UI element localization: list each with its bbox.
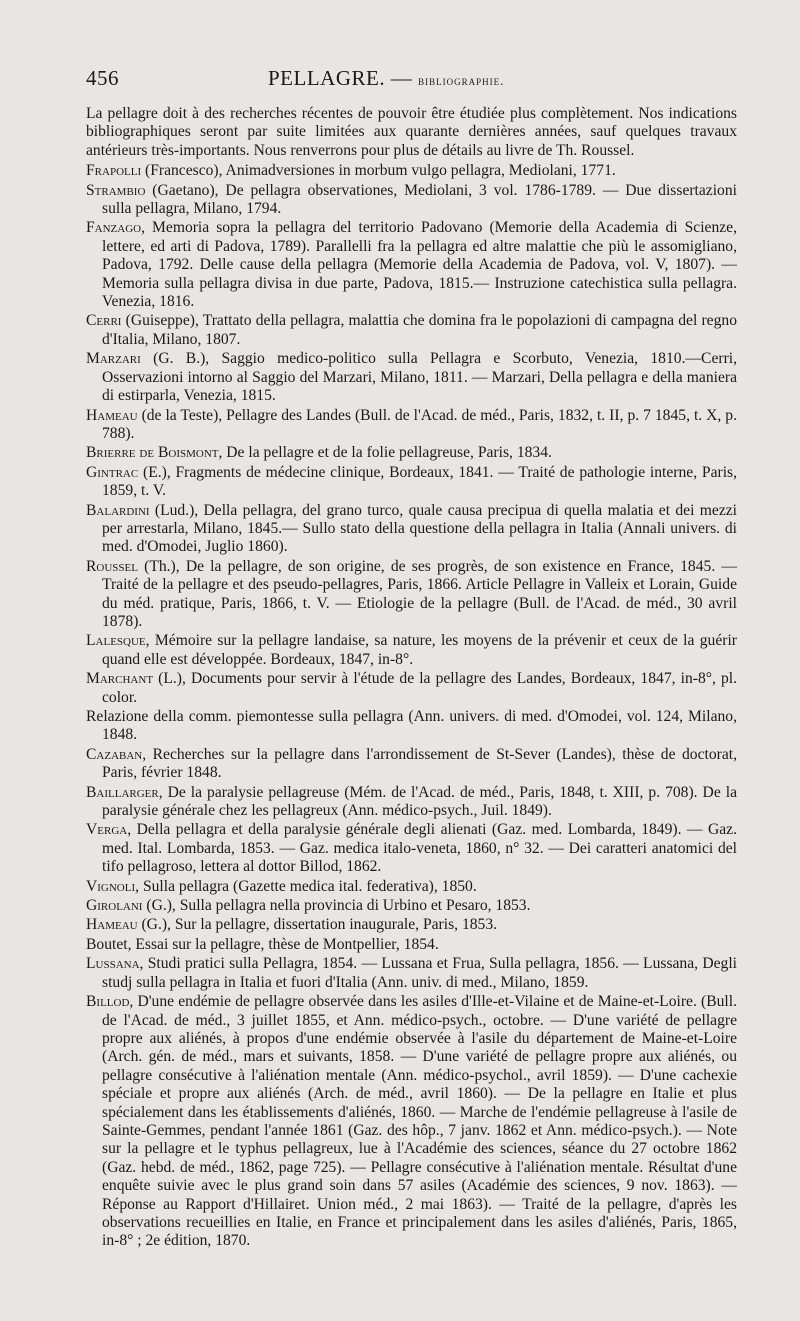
entry-text: Relazione della comm. piemontesse sulla pellagra (Ann. univers. di med. d'Omodei, vol. 124, Milano, 1848. (86, 708, 737, 744)
bibliography-entry (86, 464, 737, 501)
bibliography-entry (86, 670, 737, 707)
bibliography-entry (86, 444, 737, 462)
entry-author: Brierre de Boismont (86, 444, 219, 462)
entry-author: Frapolli (86, 162, 142, 180)
entry-author: Billod (86, 993, 130, 1011)
bibliography-entry (86, 746, 737, 783)
bibliography-entry (86, 502, 737, 557)
entry-author: Hameau (86, 916, 138, 934)
bibliography-entry (86, 558, 737, 632)
bibliography-entry (86, 897, 737, 915)
bibliography-entry (86, 162, 737, 180)
entry-author: Cazaban (86, 745, 143, 763)
entry-text: Boutet, Essai sur la pellagre, thèse de Montpellier, 1854. (86, 935, 439, 953)
bibliography-entry (86, 708, 737, 745)
entry-author: Fanzago (86, 219, 142, 237)
bibliography-entry (86, 312, 737, 349)
entry-text: , D'une endémie de pellagre observée dans les asiles d'Ille-et-Vilaine et de Maine-et-Loire. (Bull. de l'Acad. de méd., 3 juillet 1855, et Ann. médico-psych., octobre. — D'une variété de pellagre propre aux aliénés, à propos d'une endémie observée à l'asile du département de Maine-et-Loire (Arch. gén. de méd., mars et suivants, 1858. — D'une variété de pellagre propre aux aliénés, ou pellagre consécutive à l'aliénation mentale (Ann. médico-psychol., avril 1859). — D'une cachexie spéciale et propre aux aliénés (Arch. de méd., avril 1860). — De la pellagre en Italie et plus spécialement dans les établissements d'aliénés, 1860. — Marche de l'endémie pellagreuse à l'asile de Sainte-Gemmes, pendant l'année 1861 (Gaz. des hôp., 7 janv. 1862 et Ann. médico-psych.). — Note sur la pellagre et le typhus pellagreux, lue à l'Académie des sciences, séance du 27 octobre 1862 (Gaz. hebd. de méd., 1862, page 725). — Pellagre consécutive à l'aliénation mentale. Résultat d'une enquête suivie avec le plus grand soin dans 57 asiles (Académie des sciences, 9 nov. 1863). — Réponse au Rapport d'Hillairet. Union méd., 2 mai 1863). — Traité de la pellagre, d'après les observations recueillies en Italie, en France et principalement dans les asiles d'aliénés, Paris, 1865, in-8° ; 2e édition, 1870. (102, 993, 737, 1250)
bibliography-entry (86, 784, 737, 821)
running-title-sub: bibliographie. (418, 73, 505, 88)
bibliography-entry (86, 936, 737, 954)
intro-paragraph: La pellagre doit à des recherches récentes de pouvoir être étudiée plus complètement. Nos indications bibliographiques seront par suite limitées aux quarante dernières années, sauf quelques travaux antérieurs très-importants. Nous renverrons pour plus de détails au livre de Th. Roussel. (86, 105, 737, 159)
entry-author: Marzari (86, 350, 141, 368)
entry-author: Baillarger (86, 783, 159, 801)
entry-text: (G.), Sulla pellagra nella provincia di Urbino et Pesaro, 1853. (142, 897, 531, 915)
bibliography-entry (86, 350, 737, 405)
page-number: 456 (86, 66, 119, 90)
running-title (268, 66, 504, 91)
entry-text: , Recherches sur la pellagre dans l'arrondissement de St-Sever (Landes), thèse de doctorat, Paris, février 1848. (102, 745, 737, 782)
entry-text: , Studi pratici sulla Pellagra, 1854. — Lussana et Frua, Sulla pellagra, 1856. — Lussana, Degli studj sulla pellagra in Italia et fuori d'Italia (Ann. univ. di med., Milano, 1859. (102, 955, 737, 991)
entry-author: Marchant (86, 670, 154, 688)
entry-author: Balardini (86, 501, 150, 519)
entry-text: (Gaetano), De pellagra observationes, Mediolani, 3 vol. 1786-1789. — Due dissertazioni sulla pellagra, Milano, 1794. (102, 181, 737, 218)
bibliography-entry (86, 632, 737, 669)
entry-text: (G.), Sur la pellagre, dissertation inaugurale, Paris, 1853. (137, 916, 498, 934)
entry-text: (Th.), De la pellagre, de son origine, de ses progrès, de son existence en France, 1845. — Traité de la pellagre et des pseudo-pellagres, Paris, 1866. Article Pellagre in Valleix et Lorain, Guide du méd. pratique, Paris, 1866, t. V. — Etiologie de la pellagre (Bull. de l'Acad. de méd., 30 avril 1878). (102, 557, 737, 630)
entry-author: Verga (86, 821, 128, 839)
bibliography-entry (86, 916, 737, 934)
entry-text: (Guiseppe), Trattato della pellagra, malattia che domina fra le popolazioni di campagna del regno d'Italia, Milano, 1807. (102, 312, 737, 348)
entry-author: Strambio (86, 181, 146, 199)
entry-text: (Francesco), Animadversiones in morbum vulgo pellagra, Mediolani, 1771. (141, 162, 616, 180)
bibliography-entry (86, 878, 737, 896)
bibliography-entry (86, 821, 737, 876)
running-header (86, 66, 737, 102)
entry-author: Hameau (86, 406, 138, 424)
bibliography-entry (86, 219, 737, 311)
entry-text: , Della pellagra et della paralysie générale degli alienati (Gaz. med. Lombarda, 1849). — Gaz. med. Ital. Lombarda, 1853. — Gaz. medica italo-veneta, 1860, n° 32. — Dei caratteri anatomici del tifo pellagroso, lettera al dottor Billod, 1862. (102, 821, 737, 876)
bibliography-body (86, 105, 737, 1251)
bibliography-entry (86, 182, 737, 219)
entry-text: (G. B.), Saggio medico-politico sulla Pellagra e Scorbuto, Venezia, 1810.—Cerri, Osservazioni intorno al Saggio del Marzari, Milano, 1811. — Marzari, Della pellagra e della maniera di estirparla, Venezia, 1815. (102, 350, 737, 405)
entry-author: Lussana (86, 955, 140, 973)
bibliography-entry (86, 407, 737, 444)
entry-author: Lalesque (86, 632, 146, 650)
running-title-main: PELLAGRE. — (268, 66, 413, 90)
entry-author: Vignoli (86, 877, 136, 895)
entry-author: Gintrac (86, 463, 139, 481)
entry-text: (de la Teste), Pellagre des Landes (Bull. de l'Acad. de méd., Paris, 1832, t. II, p. 7 1845, t. X, p. 788). (102, 406, 737, 442)
entry-author: Girolani (86, 897, 143, 915)
entry-text: , De la paralysie pellagreuse (Mém. de l'Acad. de méd., Paris, 1848, t. XIII, p. 708). De la paralysie générale chez les pellagreux (Ann. médico-psych., Juil. 1849). (102, 783, 737, 820)
entry-text: , Sulla pellagra (Gazette medica ital. federativa), 1850. (135, 877, 477, 895)
entry-text: , Memoria sopra la pellagra del territorio Padovano (Memorie della Academia di Scienze, lettere, ed arti di Padova, 1789). Parallelli fra la pellagra ed altre malattie che più le assomigliano, Padova, 1792. Delle cause della pellagra (Memorie della Academia de Padova, vol. V, 1807). — Memoria sulla pellagra divisa in due parte, Padova, 1815.— Instruzione catechistica sulla pellagra. Venezia, 1816. (102, 219, 737, 311)
entry-text: (L.), Documents pour servir à l'étude de la pellagre des Landes, Bordeaux, 1847, in-8°, pl. color. (102, 670, 737, 706)
entry-text: , De la pellagre et de la folie pellagreuse, Paris, 1834. (218, 444, 552, 462)
bibliography-entry (86, 955, 737, 992)
entry-text: , Mémoire sur la pellagre landaise, sa nature, les moyens de la prévenir et ceux de la guérir quand elle est développée. Bordeaux, 1847, in-8°. (102, 632, 737, 668)
entry-text: (E.), Fragments de médecine clinique, Bordeaux, 1841. — Traité de pathologie interne, Paris, 1859, t. V. (102, 463, 737, 500)
entry-author: Roussel (86, 557, 138, 575)
bibliography-entry (86, 993, 737, 1251)
entry-text: (Lud.), Della pellagra, del grano turco, quale causa precipua di quella malatia et dei mezzi per arrestarla, Milano, 1845.— Sullo stato della questione della pellagra in Italia (Annali univers. di med. d'Omodei, Juglio 1860). (102, 501, 737, 556)
entry-author: Cerri (86, 312, 122, 330)
bibliography-list (86, 162, 737, 1251)
